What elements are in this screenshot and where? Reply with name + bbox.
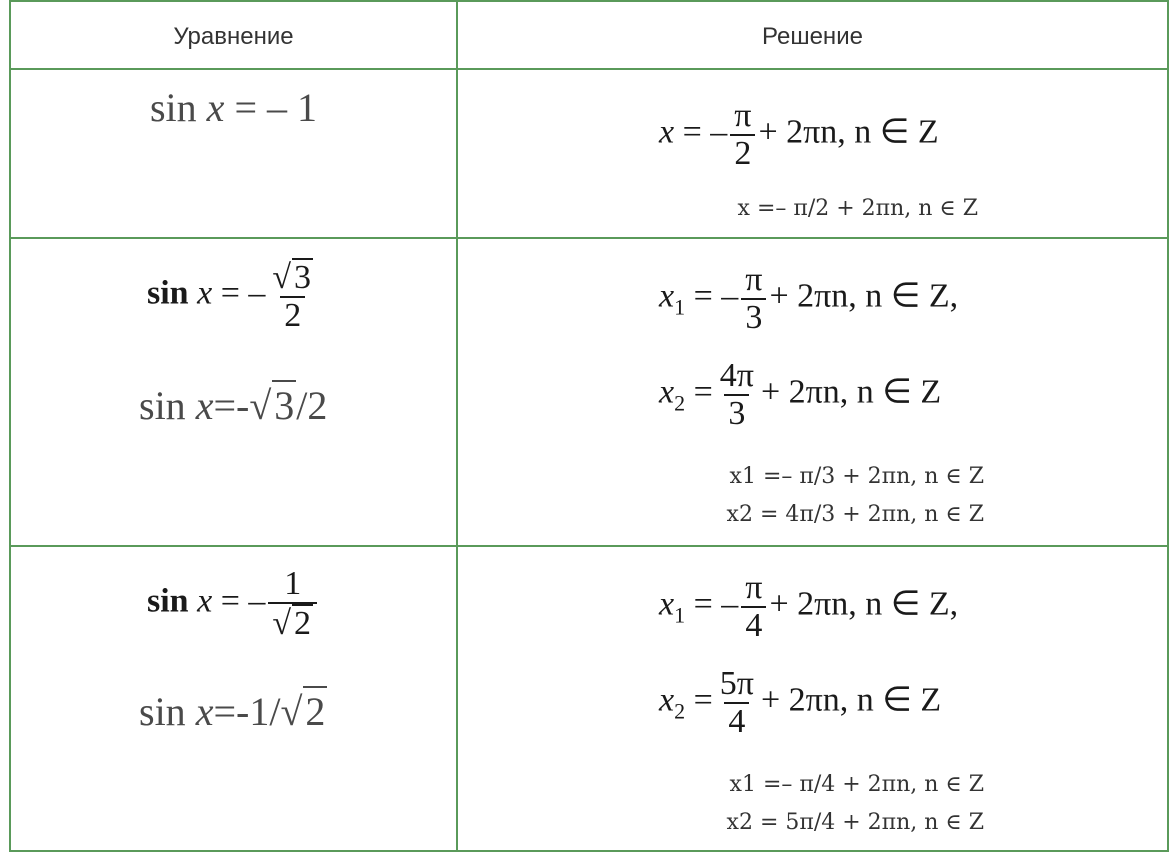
solution-text: x =– π/2 + 2πn, n ∈ Z	[737, 196, 978, 221]
equation-plain: sin x=-√3/2	[139, 380, 327, 429]
equation-formula: sin x = – $\frac{√3}{2}$	[147, 259, 312, 334]
equation-sin-x-minus-1: sin x = – 1	[149, 85, 317, 130]
header-solution: Решение	[762, 23, 863, 50]
solution-text-x2: x2 = 5π/4 + 2πn, n ∈ Z	[726, 810, 984, 835]
row-divider	[9, 237, 1169, 239]
solution-x2-formula: $x_2$ = $\frac{4\pi}{3}$ + 2πn, n ∈ Z	[659, 357, 942, 432]
solution-x2-formula: $x_2$ = $\frac{5\pi}{4}$ + 2πn, n ∈ Z	[659, 665, 942, 740]
equation-plain: sin x=-1/√2	[139, 686, 327, 735]
row-divider	[9, 68, 1169, 70]
solution-text-x1: x1 =– π/3 + 2πn, n ∈ Z	[729, 464, 984, 489]
solution-text-x1: x1 =– π/4 + 2πn, n ∈ Z	[729, 772, 984, 797]
header-equation: Уравнение	[173, 23, 294, 50]
table-border-right	[1167, 0, 1169, 852]
solution-text-x2: x2 = 4π/3 + 2πn, n ∈ Z	[726, 502, 984, 527]
solution-x1-formula: $x_1$ = – $\frac{\pi}{4}$ + 2πn, n ∈ Z,	[659, 569, 959, 644]
table-border-bottom	[9, 850, 1169, 852]
column-divider	[456, 0, 458, 852]
equation-formula: sin x = – $\frac{1}{√2}$	[147, 566, 320, 641]
row-divider	[9, 545, 1169, 547]
solution-formula: x = – $\frac{\pi}{2}$ + 2πn, n ∈ Z	[659, 97, 939, 172]
solutions-table	[9, 0, 1169, 852]
solution-x1-formula: $x_1$ = – $\frac{\pi}{3}$ + 2πn, n ∈ Z,	[659, 261, 959, 336]
